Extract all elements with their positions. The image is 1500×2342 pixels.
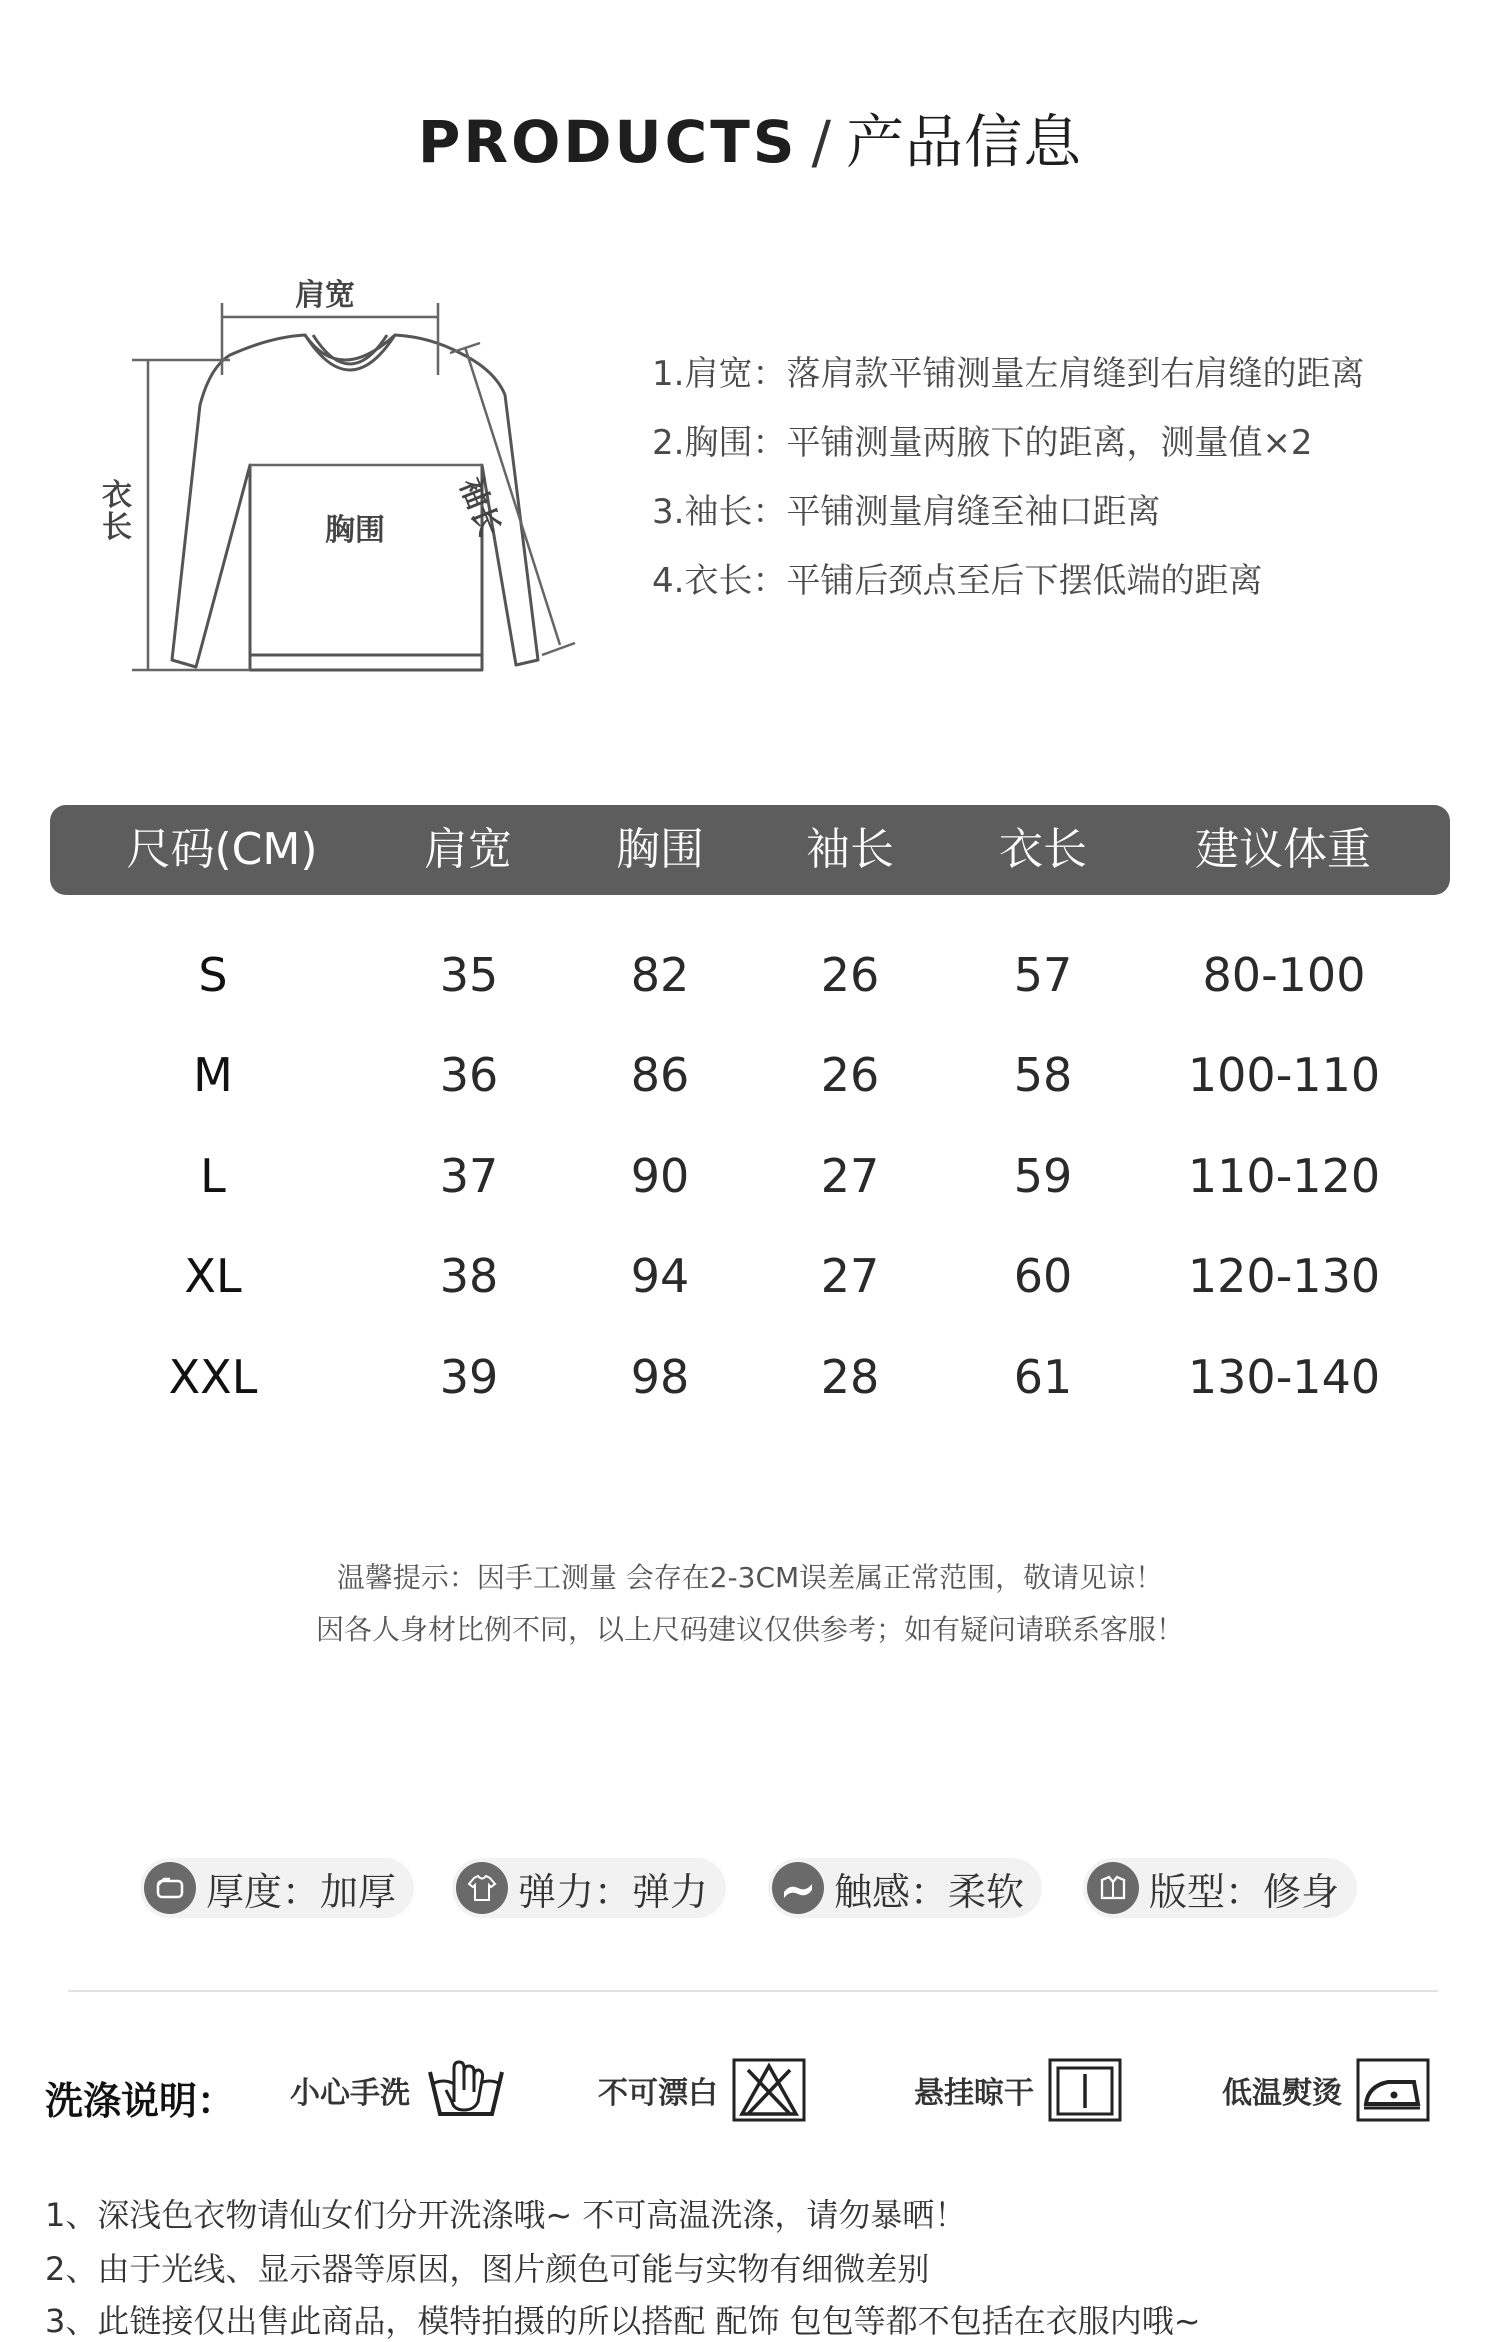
cell-chest: 98 [630,1350,690,1404]
table-row [0,1136,1500,1216]
wash-item-hand-wash [290,2058,508,2122]
definition-item: 1.肩宽：落肩款平铺测量左肩缝到右肩缝的距离 [652,354,1365,394]
fit-icon [1087,1862,1139,1914]
attribute-elasticity [452,1858,726,1918]
wash-item-no-bleach [598,2058,806,2122]
wash-label: 低温熨烫 [1222,2076,1342,2111]
thickness-icon [144,1862,196,1914]
cell-length: 60 [1013,1249,1073,1303]
table-row [0,935,1500,1015]
cell-size: S [198,948,228,1002]
wash-label: 不可漂白 [598,2076,718,2111]
section-divider [68,1990,1438,1992]
cell-shoulder: 38 [439,1249,499,1303]
label-sleeve: 袖长 [452,472,508,542]
cell-shoulder: 37 [439,1149,499,1203]
table-row [0,1337,1500,1417]
table-row [0,1035,1500,1115]
note-line: 3、此链接仅出售此商品，模特拍摄的所以搭配 配饰 包包等都不包括在衣服内哦~ [45,2302,1201,2340]
elasticity-icon [456,1862,508,1914]
note-line: 1、深浅色衣物请仙女们分开洗涤哦~ 不可高温洗涤，请勿暴晒！ [45,2196,967,2234]
hang-dry-icon [1048,2058,1122,2122]
cell-weight: 80-100 [1202,948,1366,1002]
touch-icon [772,1862,824,1914]
measurement-diagram [102,275,590,695]
cell-length: 61 [1013,1350,1073,1404]
cell-size: M [193,1048,233,1102]
no-bleach-icon [732,2058,806,2122]
column-header-sleeve: 袖长 [806,824,894,875]
cell-weight: 120-130 [1187,1249,1381,1303]
attribute-label: 版型：修身 [1149,1869,1340,1914]
wash-label: 小心手洗 [290,2076,410,2111]
definition-item: 3.袖长：平铺测量肩缝至袖口距离 [652,492,1161,532]
cell-shoulder: 39 [439,1350,499,1404]
cell-length: 59 [1013,1149,1073,1203]
cell-weight: 130-140 [1187,1350,1381,1404]
cell-chest: 82 [630,948,690,1002]
title-zh: 产品信息 [846,108,1083,176]
cell-length: 58 [1013,1048,1073,1102]
cell-shoulder: 35 [439,948,499,1002]
cell-sleeve: 26 [820,1048,880,1102]
notice-line: 因各人身材比例不同，以上尺码建议仅供参考；如有疑问请联系客服！ [315,1613,1184,1646]
column-header-chest: 胸围 [616,824,704,875]
cell-weight: 110-120 [1187,1149,1381,1203]
cell-chest: 94 [630,1249,690,1303]
column-header-weight: 建议体重 [1195,824,1371,875]
cell-sleeve: 26 [820,948,880,1002]
wash-label: 悬挂晾干 [914,2076,1034,2111]
label-chest: 胸围 [325,513,385,548]
sweater-outline-icon [110,275,590,695]
note-line: 2、由于光线、显示器等原因，图片颜色可能与实物有细微差别 [45,2250,930,2288]
size-table-header [50,805,1450,895]
cell-size: L [200,1149,226,1203]
cell-shoulder: 36 [439,1048,499,1102]
label-shoulder: 肩宽 [295,278,355,313]
title-en: PRODUCTS [417,108,798,176]
attribute-thickness [140,1858,414,1918]
title-separator: / [811,108,833,176]
cell-weight: 100-110 [1187,1048,1381,1102]
cell-sleeve: 27 [820,1149,880,1203]
cell-sleeve: 28 [820,1350,880,1404]
attribute-fit [1083,1858,1357,1918]
table-row [0,1236,1500,1316]
column-header-size: 尺码(CM) [126,824,318,875]
measurement-definitions [652,352,1472,628]
wash-item-low-iron [1222,2058,1430,2122]
column-header-shoulder: 肩宽 [424,824,512,875]
definition-item: 4.衣长：平铺后颈点至后下摆低端的距离 [652,561,1263,601]
attribute-touch [768,1858,1042,1918]
wash-title: 洗涤说明： [45,2079,236,2123]
notice-line: 温馨提示：因手工测量 会存在2-3CM误差属正常范围，敬请见谅！ [336,1561,1164,1594]
attribute-label: 弹力：弹力 [518,1869,709,1914]
attribute-label: 触感：柔软 [834,1869,1025,1914]
cell-size: XL [184,1249,242,1303]
cell-sleeve: 27 [820,1249,880,1303]
page-title [0,95,1500,179]
label-length: 衣长 [102,478,132,545]
low-iron-icon [1356,2058,1430,2122]
cell-size: XXL [168,1350,258,1404]
cell-chest: 90 [630,1149,690,1203]
cell-length: 57 [1013,948,1073,1002]
hand-wash-icon [424,2058,508,2122]
definition-item: 2.胸围：平铺测量两腋下的距离，测量值×2 [652,423,1313,463]
attribute-label: 厚度：加厚 [206,1869,397,1914]
wash-item-hang-dry [914,2058,1122,2122]
cell-chest: 86 [630,1048,690,1102]
column-header-length: 衣长 [999,824,1087,875]
